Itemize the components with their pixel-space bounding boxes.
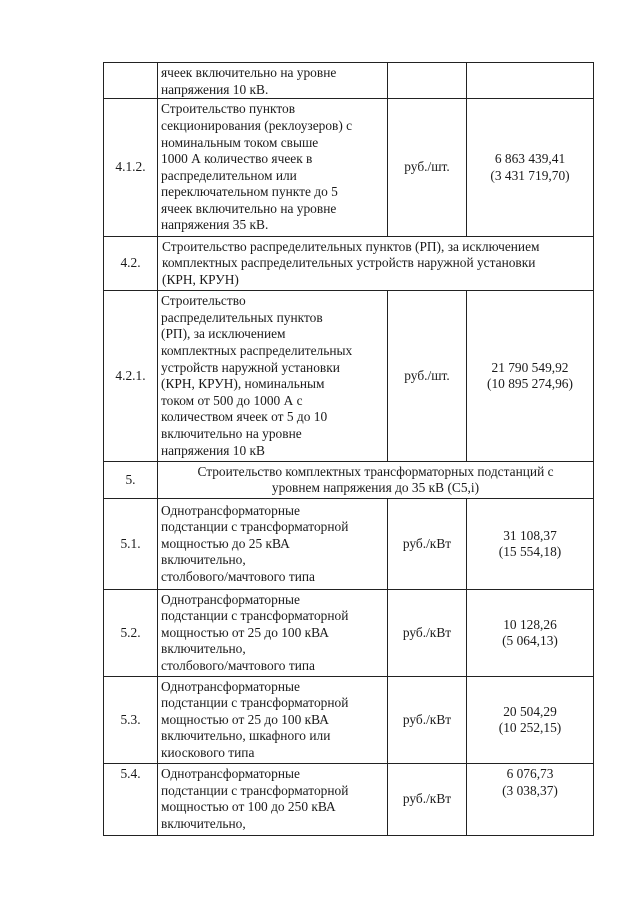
- section-number: 4.2.: [104, 237, 158, 291]
- section-number: 5.: [104, 462, 158, 499]
- table-row: [104, 63, 594, 99]
- price-value-half: (10 895 274,96): [487, 376, 573, 392]
- table-row: [104, 590, 594, 677]
- row-unit: руб./кВт: [388, 764, 467, 836]
- price-value-half: (5 064,13): [502, 633, 558, 649]
- section-title: Строительство распределительных пунктов (РП), за исключением комплектных распределительных устройств наружной установки (КРН, КРУН): [158, 237, 594, 291]
- row-price: [467, 63, 594, 99]
- row-number: 4.1.2.: [104, 99, 158, 237]
- price-value: 31 108,37: [503, 527, 557, 543]
- price-value-half: (3 431 719,70): [490, 167, 570, 183]
- row-number: 5.1.: [104, 499, 158, 590]
- row-description: Строительство распределительных пунктов (РП), за исключением комплектных распределительных устройств наружной установки (КРН, КРУН), номинальным током от 500 до 1000 А с количеством ячеек от 5 до 10 включительно на уровне напряжения 10 кВ: [158, 291, 388, 462]
- row-description: ячеек включительно на уровне напряжения 10 кВ.: [158, 63, 388, 99]
- row-description: Строительство пунктов секционирования (реклоузеров) с номинальным током свыше 1000 А количество ячеек в распределительном или переключательном пункте до 5 ячеек включительно на уровне напряжения 35 кВ.: [158, 99, 388, 237]
- table-row: [104, 764, 594, 836]
- row-description: Однотрансформаторные подстанции с трансформаторной мощностью от 25 до 100 кВА включительно, шкафного или киоскового типа: [158, 677, 388, 764]
- row-price: [467, 499, 594, 590]
- row-unit: [388, 63, 467, 99]
- section-row: [104, 237, 594, 291]
- tariff-table: [103, 62, 594, 836]
- row-number: [104, 63, 158, 99]
- section-row: [104, 462, 594, 499]
- section-title: Строительство комплектных трансформаторных подстанций с уровнем напряжения до 35 кВ (С5,i): [158, 462, 594, 499]
- price-value: 6 076,73: [506, 766, 554, 782]
- row-price: [467, 291, 594, 462]
- row-price: [467, 764, 594, 836]
- row-description: Однотрансформаторные подстанции с трансформаторной мощностью от 25 до 100 кВА включительно, столбового/мачтового типа: [158, 590, 388, 677]
- price-value: 10 128,26: [503, 616, 557, 632]
- price-value: 20 504,29: [503, 703, 557, 719]
- table-row: [104, 291, 594, 462]
- price-value-half: (3 038,37): [502, 782, 558, 798]
- row-number: 5.4.: [104, 764, 158, 836]
- row-description: Однотрансформаторные подстанции с трансформаторной мощностью от 100 до 250 кВА включительно,: [158, 764, 388, 836]
- row-unit: руб./кВт: [388, 499, 467, 590]
- row-unit: руб./кВт: [388, 677, 467, 764]
- table-row: [104, 99, 594, 237]
- row-description: Однотрансформаторные подстанции с трансформаторной мощностью до 25 кВА включительно, столбового/мачтового типа: [158, 499, 388, 590]
- row-unit: руб./кВт: [388, 590, 467, 677]
- row-number: 5.3.: [104, 677, 158, 764]
- row-price: [467, 99, 594, 237]
- row-unit: руб./шт.: [388, 291, 467, 462]
- row-price: [467, 590, 594, 677]
- price-value: 6 863 439,41: [494, 151, 566, 167]
- row-unit: руб./шт.: [388, 99, 467, 237]
- price-value-half: (10 252,15): [498, 720, 562, 736]
- table-row: [104, 499, 594, 590]
- document-page: [103, 62, 593, 836]
- row-number: 4.2.1.: [104, 291, 158, 462]
- table-row: [104, 677, 594, 764]
- row-number: 5.2.: [104, 590, 158, 677]
- price-value: 21 790 549,92: [491, 359, 569, 375]
- price-value-half: (15 554,18): [498, 544, 562, 560]
- row-price: [467, 677, 594, 764]
